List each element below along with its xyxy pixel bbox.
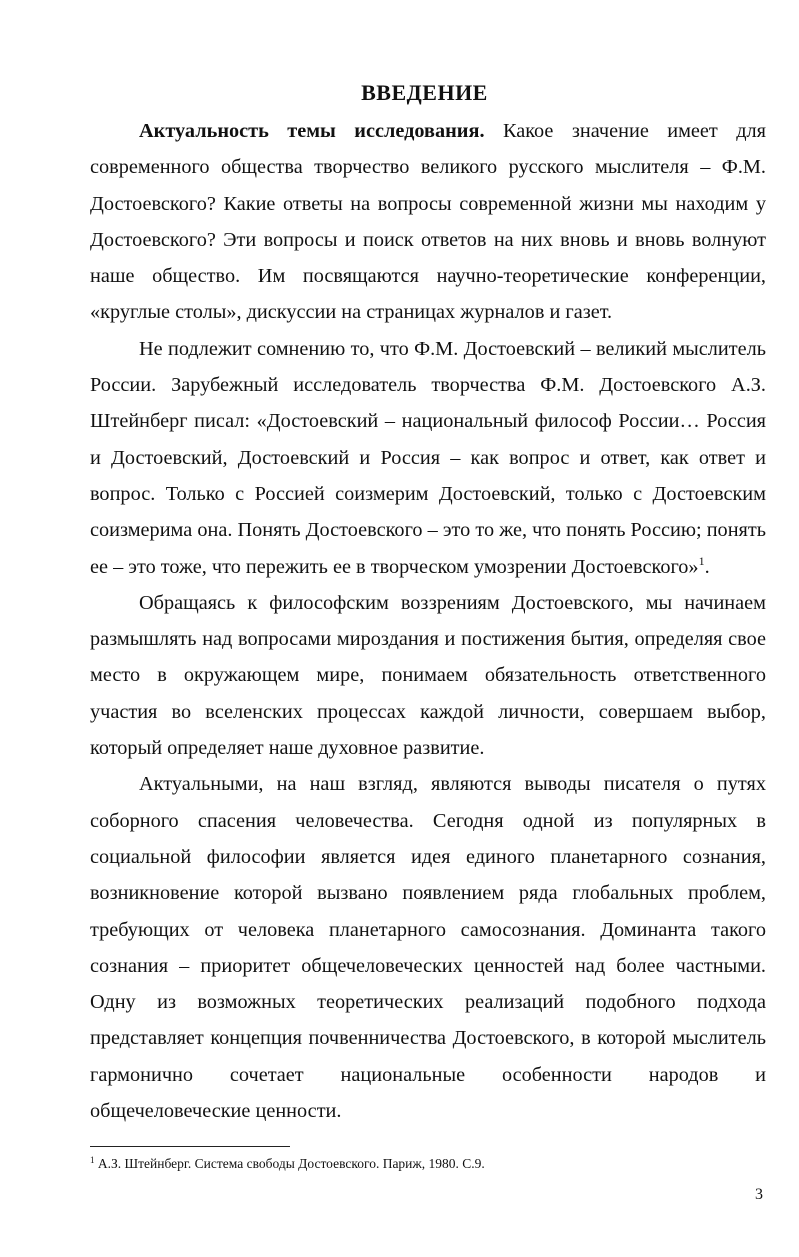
paragraph-text: Актуальными, на наш взгляд, являются выводы писателя о путях соборного спасения человечества. Сегодня одной из популярных в социальной философии является идея единого планетарного сознания, возникновение которой вызвано появлением ряда глобальных проблем, требующих от человека планетарного самосознания. Доминанта такого сознания – приоритет общечеловеческих ценностей над более частными. Одну из возможных теоретических реализаций подобного подхода представляет концепция почвенничества Достоевского, в которой мыслитель гармонично сочетает национальные особенности народов и общечеловеческие ценности. xyxy=(90,773,766,1123)
footnote-text: А.З. Штейнберг. Система свободы Достоевского. Париж, 1980. С.9. xyxy=(94,1156,485,1171)
page-number: 3 xyxy=(755,1186,763,1203)
paragraph-dostoevsky-thinker xyxy=(90,331,766,585)
paragraph-text: Какое значение имеет для современного общества творчество великого русского мыслителя – Ф.М. Достоевского? Какие ответы на вопросы современной жизни мы находим у Достоевского? Эти вопросы и поиск ответов на них вновь и вновь волнуют наше общество. Им посвящаются научно-теоретические конференции, «круглые столы», дискуссии на страницах журналов и газет. xyxy=(90,120,766,324)
paragraph-philosophical-views xyxy=(90,585,766,766)
body-text xyxy=(90,113,766,1129)
paragraph-text-end: . xyxy=(704,555,710,578)
paragraph-text: Не подлежит сомнению то, что Ф.М. Достоевский – великий мыслитель России. Зарубежный исследователь творчества Ф.М. Достоевского А.З. Штейнберг писал: «Достоевский – национальный философ России… Россия и Достоевский, Достоевский и Россия – как вопрос и ответ, как ответ и вопрос. Только с Россией соизмерим Достоевский, только с Достоевским соизмерима она. Понять Достоевского – это то же, что понять Россию; понять ее – это тоже, что пережить ее в творческом умозрении Достоевского» xyxy=(90,337,766,578)
footnote-marker: 1 xyxy=(90,1155,95,1165)
footnote xyxy=(90,1155,485,1173)
paragraph-lead: Актуальность темы исследования. xyxy=(139,120,485,142)
paragraph-conclusions xyxy=(90,766,766,1129)
paragraph-relevance xyxy=(90,113,766,331)
page-title: ВВЕДЕНИЕ xyxy=(361,80,488,105)
paragraph-text: Обращаясь к философским воззрениям Достоевского, мы начинаем размышлять над вопросами мироздания и постижения бытия, определяя свое место в окружающем мире, понимаем обязательность ответственного участия во вселенских процессах каждой личности, совершаем выбор, который определяет наше духовное развитие. xyxy=(90,591,766,760)
footnote-divider xyxy=(90,1146,290,1147)
footnote-reference[interactable]: 1 xyxy=(698,553,705,568)
